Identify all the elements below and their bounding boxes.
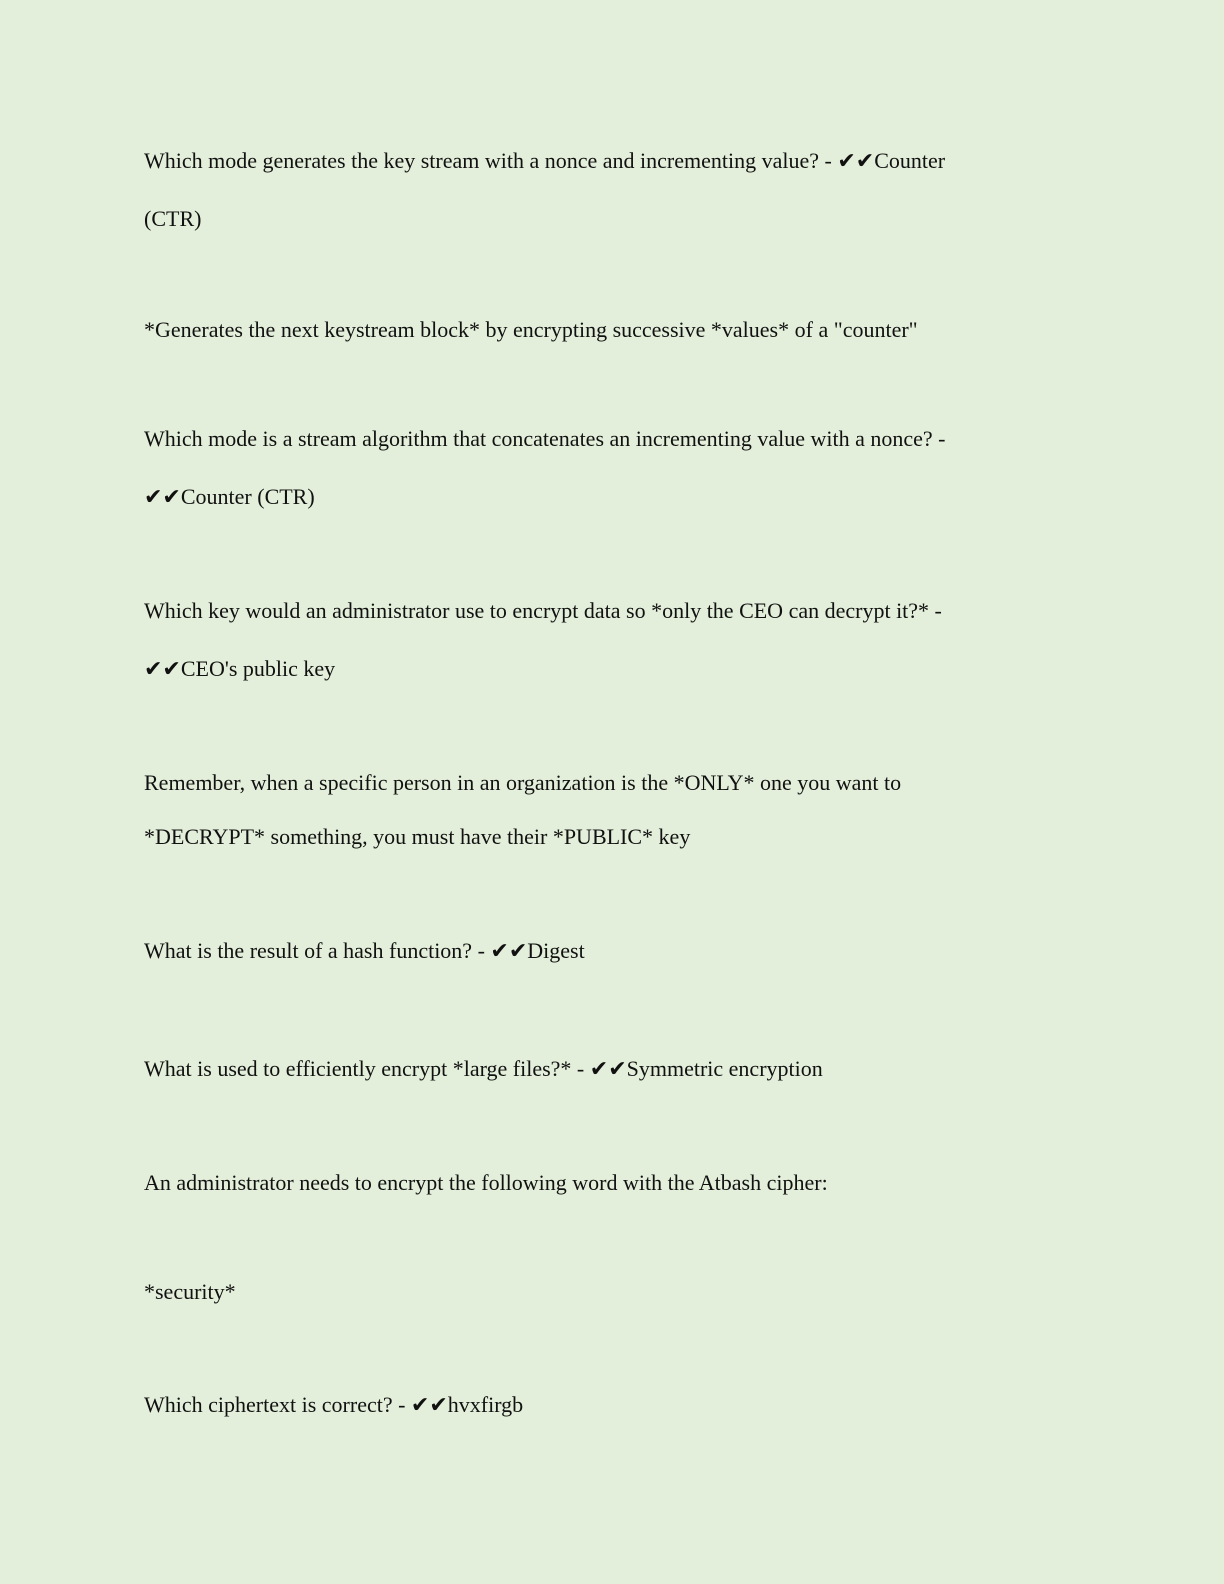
- q3-note-line-2: *DECRYPT* something, you must have their *PUBLIC* key: [144, 824, 691, 849]
- q5-line: What is used to efficiently encrypt *large files?* - ✔✔Symmetric encryption: [144, 1056, 823, 1081]
- q3-line-1: Which key would an administrator use to encrypt data so *only the CEO can decrypt it?* -: [144, 598, 942, 623]
- q4-line: What is the result of a hash function? - ✔✔Digest: [144, 938, 585, 963]
- q2-line-2: ✔✔Counter (CTR): [144, 484, 315, 509]
- q1-line-1: Which mode generates the key stream with a nonce and incrementing value? - ✔✔Counter: [144, 148, 946, 173]
- q3-line-2: ✔✔CEO's public key: [144, 656, 336, 681]
- q6-word: *security*: [144, 1279, 236, 1304]
- q1-note: *Generates the next keystream block* by encrypting successive *values* of a "counter": [144, 317, 918, 342]
- q6-prompt: An administrator needs to encrypt the following word with the Atbash cipher:: [144, 1170, 828, 1195]
- q6-answer: Which ciphertext is correct? - ✔✔hvxfirgb: [144, 1392, 524, 1417]
- q2-line-1: Which mode is a stream algorithm that concatenates an incrementing value with a nonce? -: [144, 426, 946, 451]
- q3-note-line-1: Remember, when a specific person in an organization is the *ONLY* one you want to: [144, 770, 902, 795]
- q1-line-2: (CTR): [144, 206, 202, 231]
